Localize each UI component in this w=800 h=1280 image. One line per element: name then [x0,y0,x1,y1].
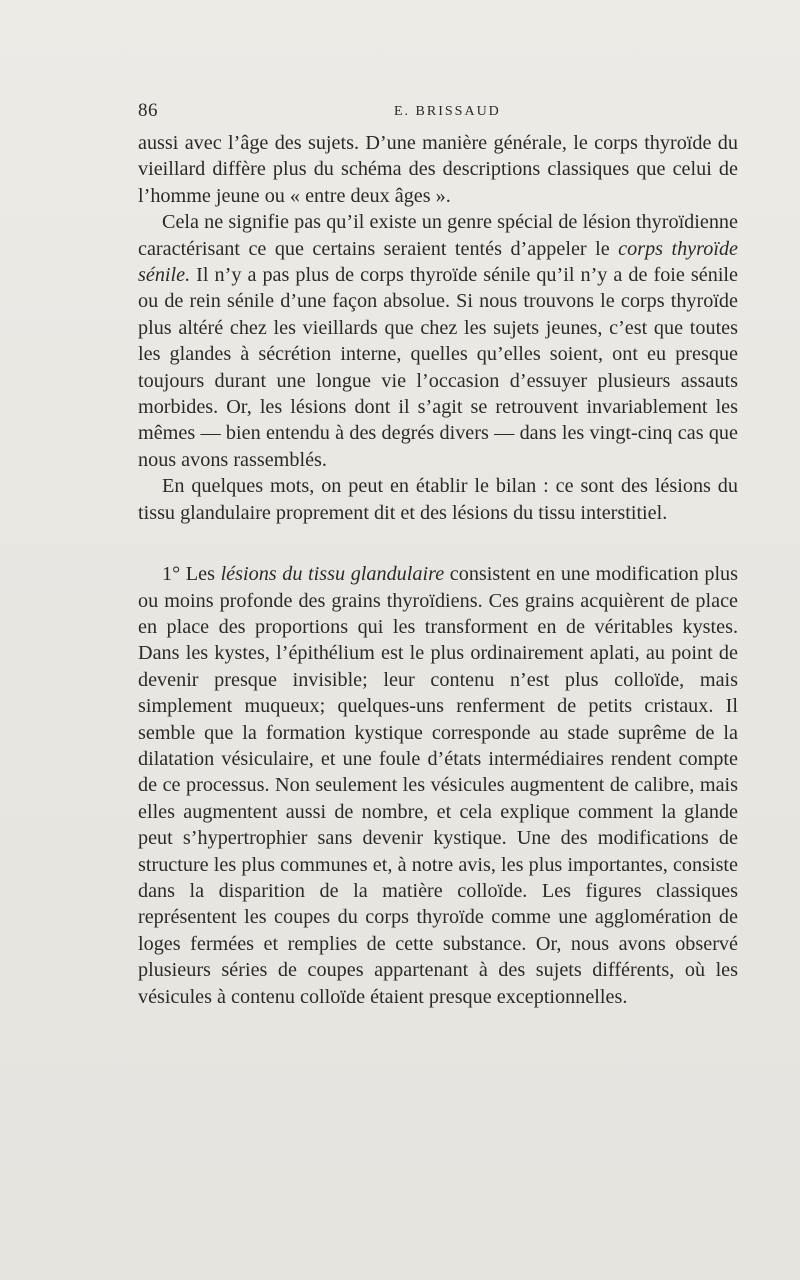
paragraph-1-text: aussi avec l’âge des sujets. D’une manière générale, le corps thyroïde du vieillard diffère plus du schéma des descriptions classiques que celui de l’homme jeune ou « entre deux âges ». [138,132,738,207]
paragraph-2-emphasis: corps thyroïde sénile. [138,237,739,287]
body-text [138,130,738,1010]
page-number: 86 [138,100,158,121]
paragraph-4-text-b: consistent en une modification plus ou moins profonde des grains thyroïdiens. Ces grains acquièrent de place en place des proportions qui les transforment en de véritables kystes. Dans les kystes, l’épithélium est le plus ordinairement aplati, au point de devenir presque invisible; leur contenu n’est plus colloïde, mais simplement muqueux; quelques-uns renferment de petits cristaux. Il semble que la formation kystique corresponde au stade suprême de la dilatation vésiculaire, et une foule d’états intermédiaires rendent compte de ce processus. Non seulement les vésicules augmentent de calibre, mais elles augmentent aussi de nombre, et cela explique comment la glande peut s’hypertrophier sans devenir kystique. Une des modifications de structure les plus communes et, à notre avis, les plus importantes, consiste dans la disparition de la matière colloïde. Les figures classiques représentent les coupes du corps thyroïde comme une agglomération de loges fermées et remplies de cette substance. Or, nous avons observé plusieurs séries de coupes appartenant à des sujets différents, où les vésicules à contenu colloïde étaient presque exceptionnelles. [138,563,739,1008]
paragraph-4-text-a: 1° Les [162,563,221,586]
paragraph-3 [138,473,738,526]
paragraph-4-emphasis: lésions du tissu glandulaire [220,563,445,586]
paragraph-4 [138,561,738,1010]
paragraph-3-text: En quelques mots, on peut en établir le bilan : ce sont des lésions du tissu glandulaire proprement dit et des lésions du tissu interstitiel. [138,475,738,524]
paragraph-2-text-a: Cela ne signifie pas qu’il existe un genre spécial de lésion thyroïdienne caractérisant ce que certains seraient tentés d’appeler le [138,211,738,260]
paragraph-2-text-b: Il n’y a pas plus de corps thyroïde sénile qu’il n’y a de foie sénile ou de rein sénile d’une façon absolue. Si nous trouvons le corps thyroïde plus altéré chez les vieillards que chez les sujets jeunes, c’est que toutes les glandes à sécrétion interne, quelles qu’elles soient, ont eu presque toujours durant une longue vie l’occasion d’essuyer plusieurs assauts morbides. Or, les lésions dont il s’agit se retrouvent invariablement les mêmes — bien entendu à des degrés divers — dans les vingt-cinq cas que nous avons rassemblés. [138,264,738,471]
page-header [138,100,738,124]
paragraph-2 [138,209,738,473]
paragraph-1 [138,130,738,209]
section-gap [138,526,738,561]
running-head: E. BRISSAUD [394,104,501,119]
